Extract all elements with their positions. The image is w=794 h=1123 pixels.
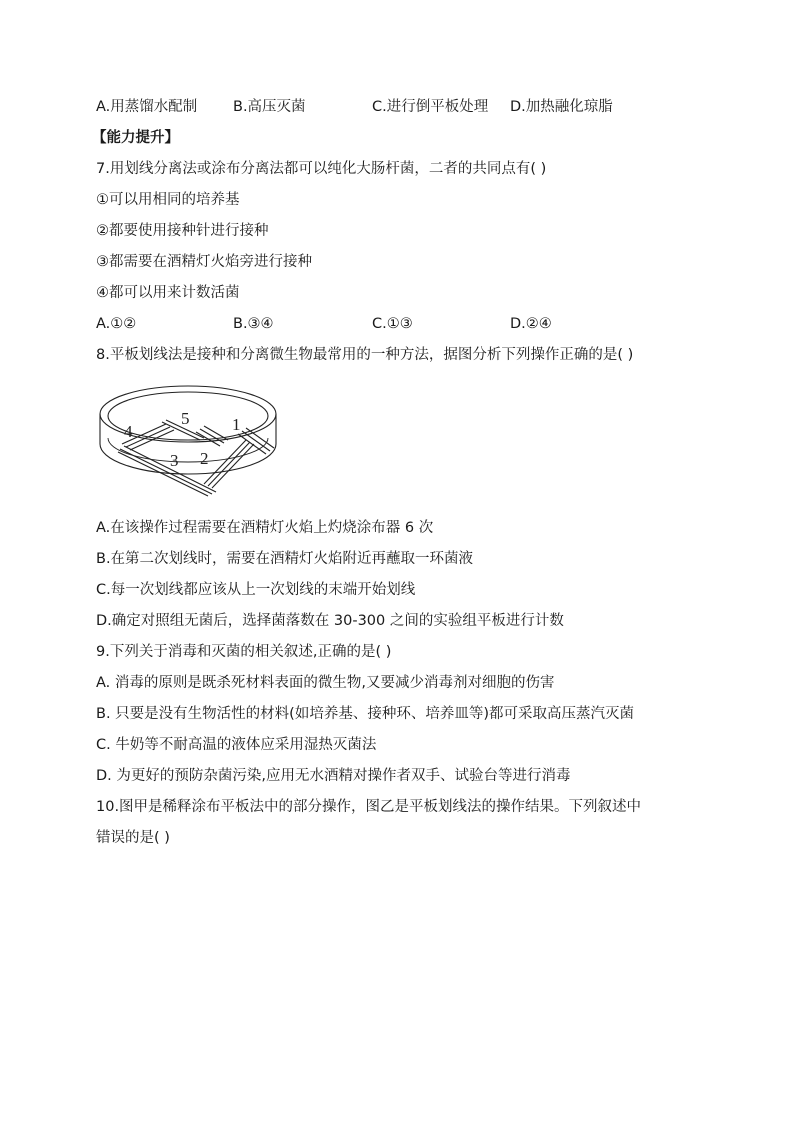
q8-option-b: B.在第二次划线时，需要在酒精灯火焰附近再蘸取一环菌液 [96,551,474,567]
q7-option-a: A.①② [96,316,137,332]
q7-option-b: B.③④ [233,316,274,332]
q7-item-1: ①可以用相同的培养基 [96,192,240,208]
q8-option-d: D.确定对照组无菌后，选择菌落数在 30-300 之间的实验组平板进行计数 [96,613,564,629]
zone-label-4: 4 [124,422,133,441]
zone-label-5: 5 [181,409,190,428]
petri-dish-streak-figure [96,382,280,508]
q10-stem-line2: 错误的是( ) [96,830,170,846]
q7-option-c: C.①③ [372,316,413,332]
q8-option-c: C.每一次划线都应该从上一次划线的末端开始划线 [96,582,416,598]
zone-label-2: 2 [200,449,209,468]
section-title: 【能力提升】 [92,130,179,146]
q9-option-b: B. 只要是没有生物活性的材料(如培养基、接种环、培养皿等)都可采取高压蒸汽灭菌 [96,706,634,722]
q7-item-2: ②都要使用接种针进行接种 [96,223,269,239]
q8-option-a: A.在该操作过程需要在酒精灯火焰上灼烧涂布器 6 次 [96,520,434,536]
q10-stem-line1: 10.图甲是稀释涂布平板法中的部分操作，图乙是平板划线法的操作结果。下列叙述中 [96,799,642,815]
zone-label-3: 3 [170,451,179,470]
q7-item-4: ④都可以用来计数活菌 [96,285,240,301]
q9-option-a: A. 消毒的原则是既杀死材料表面的微生物,又要减少消毒剂对细胞的伤害 [96,675,555,691]
q6-option-c: C.进行倒平板处理 [372,99,489,115]
q9-stem: 9.下列关于消毒和灭菌的相关叙述,正确的是( ) [96,644,392,660]
q6-option-b: B.高压灭菌 [233,99,306,115]
q9-option-c: C. 牛奶等不耐高温的液体应采用湿热灭菌法 [96,737,377,753]
q7-option-d: D.②④ [510,316,552,332]
q7-stem: 7.用划线分离法或涂布分离法都可以纯化大肠杆菌，二者的共同点有( ) [96,161,547,177]
q6-option-d: D.加热融化琼脂 [510,99,613,115]
q9-option-d: D. 为更好的预防杂菌污染,应用无水酒精对操作者双手、试验台等进行消毒 [96,768,571,784]
q6-option-a: A.用蒸馏水配制 [96,99,198,115]
zone-label-1: 1 [232,415,241,434]
q7-item-3: ③都需要在酒精灯火焰旁进行接种 [96,254,312,270]
q8-stem: 8.平板划线法是接种和分离微生物最常用的一种方法，据图分析下列操作正确的是( ) [96,347,634,363]
